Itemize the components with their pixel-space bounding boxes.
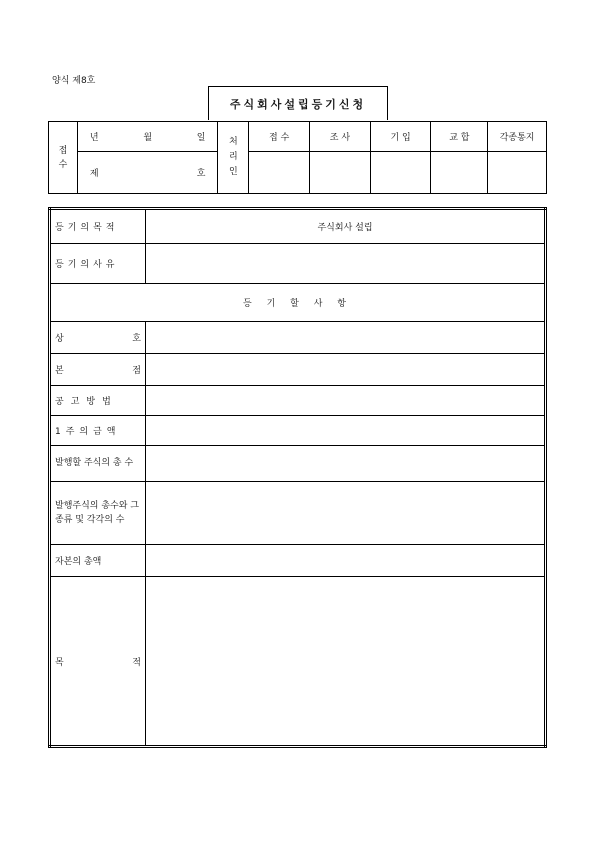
form-title: 주식회사설립등기신청 <box>208 86 388 120</box>
authorized-shares-label: 발행할 주식의 총 수 <box>50 446 146 482</box>
col-receive: 접 수 <box>249 122 310 152</box>
trade-name-label: 상 호 <box>50 322 146 354</box>
matters-header: 등 기 할 사 항 <box>50 284 546 322</box>
authorized-shares-field[interactable] <box>146 446 546 482</box>
reason-label: 등기의사유 <box>50 244 146 284</box>
col-notice: 각종통지 <box>488 122 547 152</box>
reception-label: 접수 <box>49 122 78 194</box>
notice-method-label: 공고방법 <box>50 386 146 416</box>
collate-field[interactable] <box>431 152 488 194</box>
form-number: 양식 제8호 <box>52 76 96 86</box>
capital-label: 자본의 총액 <box>50 545 146 577</box>
processor-label: 처리인 <box>218 122 249 194</box>
col-collate: 교 합 <box>431 122 488 152</box>
purpose-objects-label: 목 적 <box>50 577 146 747</box>
issued-shares-field[interactable] <box>146 482 546 545</box>
entry-field[interactable] <box>370 152 431 194</box>
par-value-field[interactable] <box>146 416 546 446</box>
notice-method-field[interactable] <box>146 386 546 416</box>
reason-field[interactable] <box>146 244 546 284</box>
head-office-field[interactable] <box>146 354 546 386</box>
capital-field[interactable] <box>146 545 546 577</box>
investigate-field[interactable] <box>310 152 371 194</box>
trade-name-field[interactable] <box>146 322 546 354</box>
date-cell[interactable]: 년 월 일 <box>77 122 218 152</box>
application-table <box>48 207 547 748</box>
purpose-objects-field[interactable] <box>146 577 546 747</box>
receive-field[interactable] <box>249 152 310 194</box>
notice-field[interactable] <box>488 152 547 194</box>
head-office-label: 본 점 <box>50 354 146 386</box>
number-cell[interactable]: 제 호 <box>77 152 218 194</box>
issued-shares-label: 발행주식의 총수와 그 종류 및 각각의 수 <box>50 482 146 545</box>
purpose-value[interactable]: 주식회사 설립 <box>146 209 546 244</box>
par-value-label: 1주의금액 <box>50 416 146 446</box>
col-investigate: 조 사 <box>310 122 371 152</box>
col-entry: 기 입 <box>370 122 431 152</box>
reception-table <box>48 121 547 194</box>
purpose-label: 등기의목적 <box>50 209 146 244</box>
